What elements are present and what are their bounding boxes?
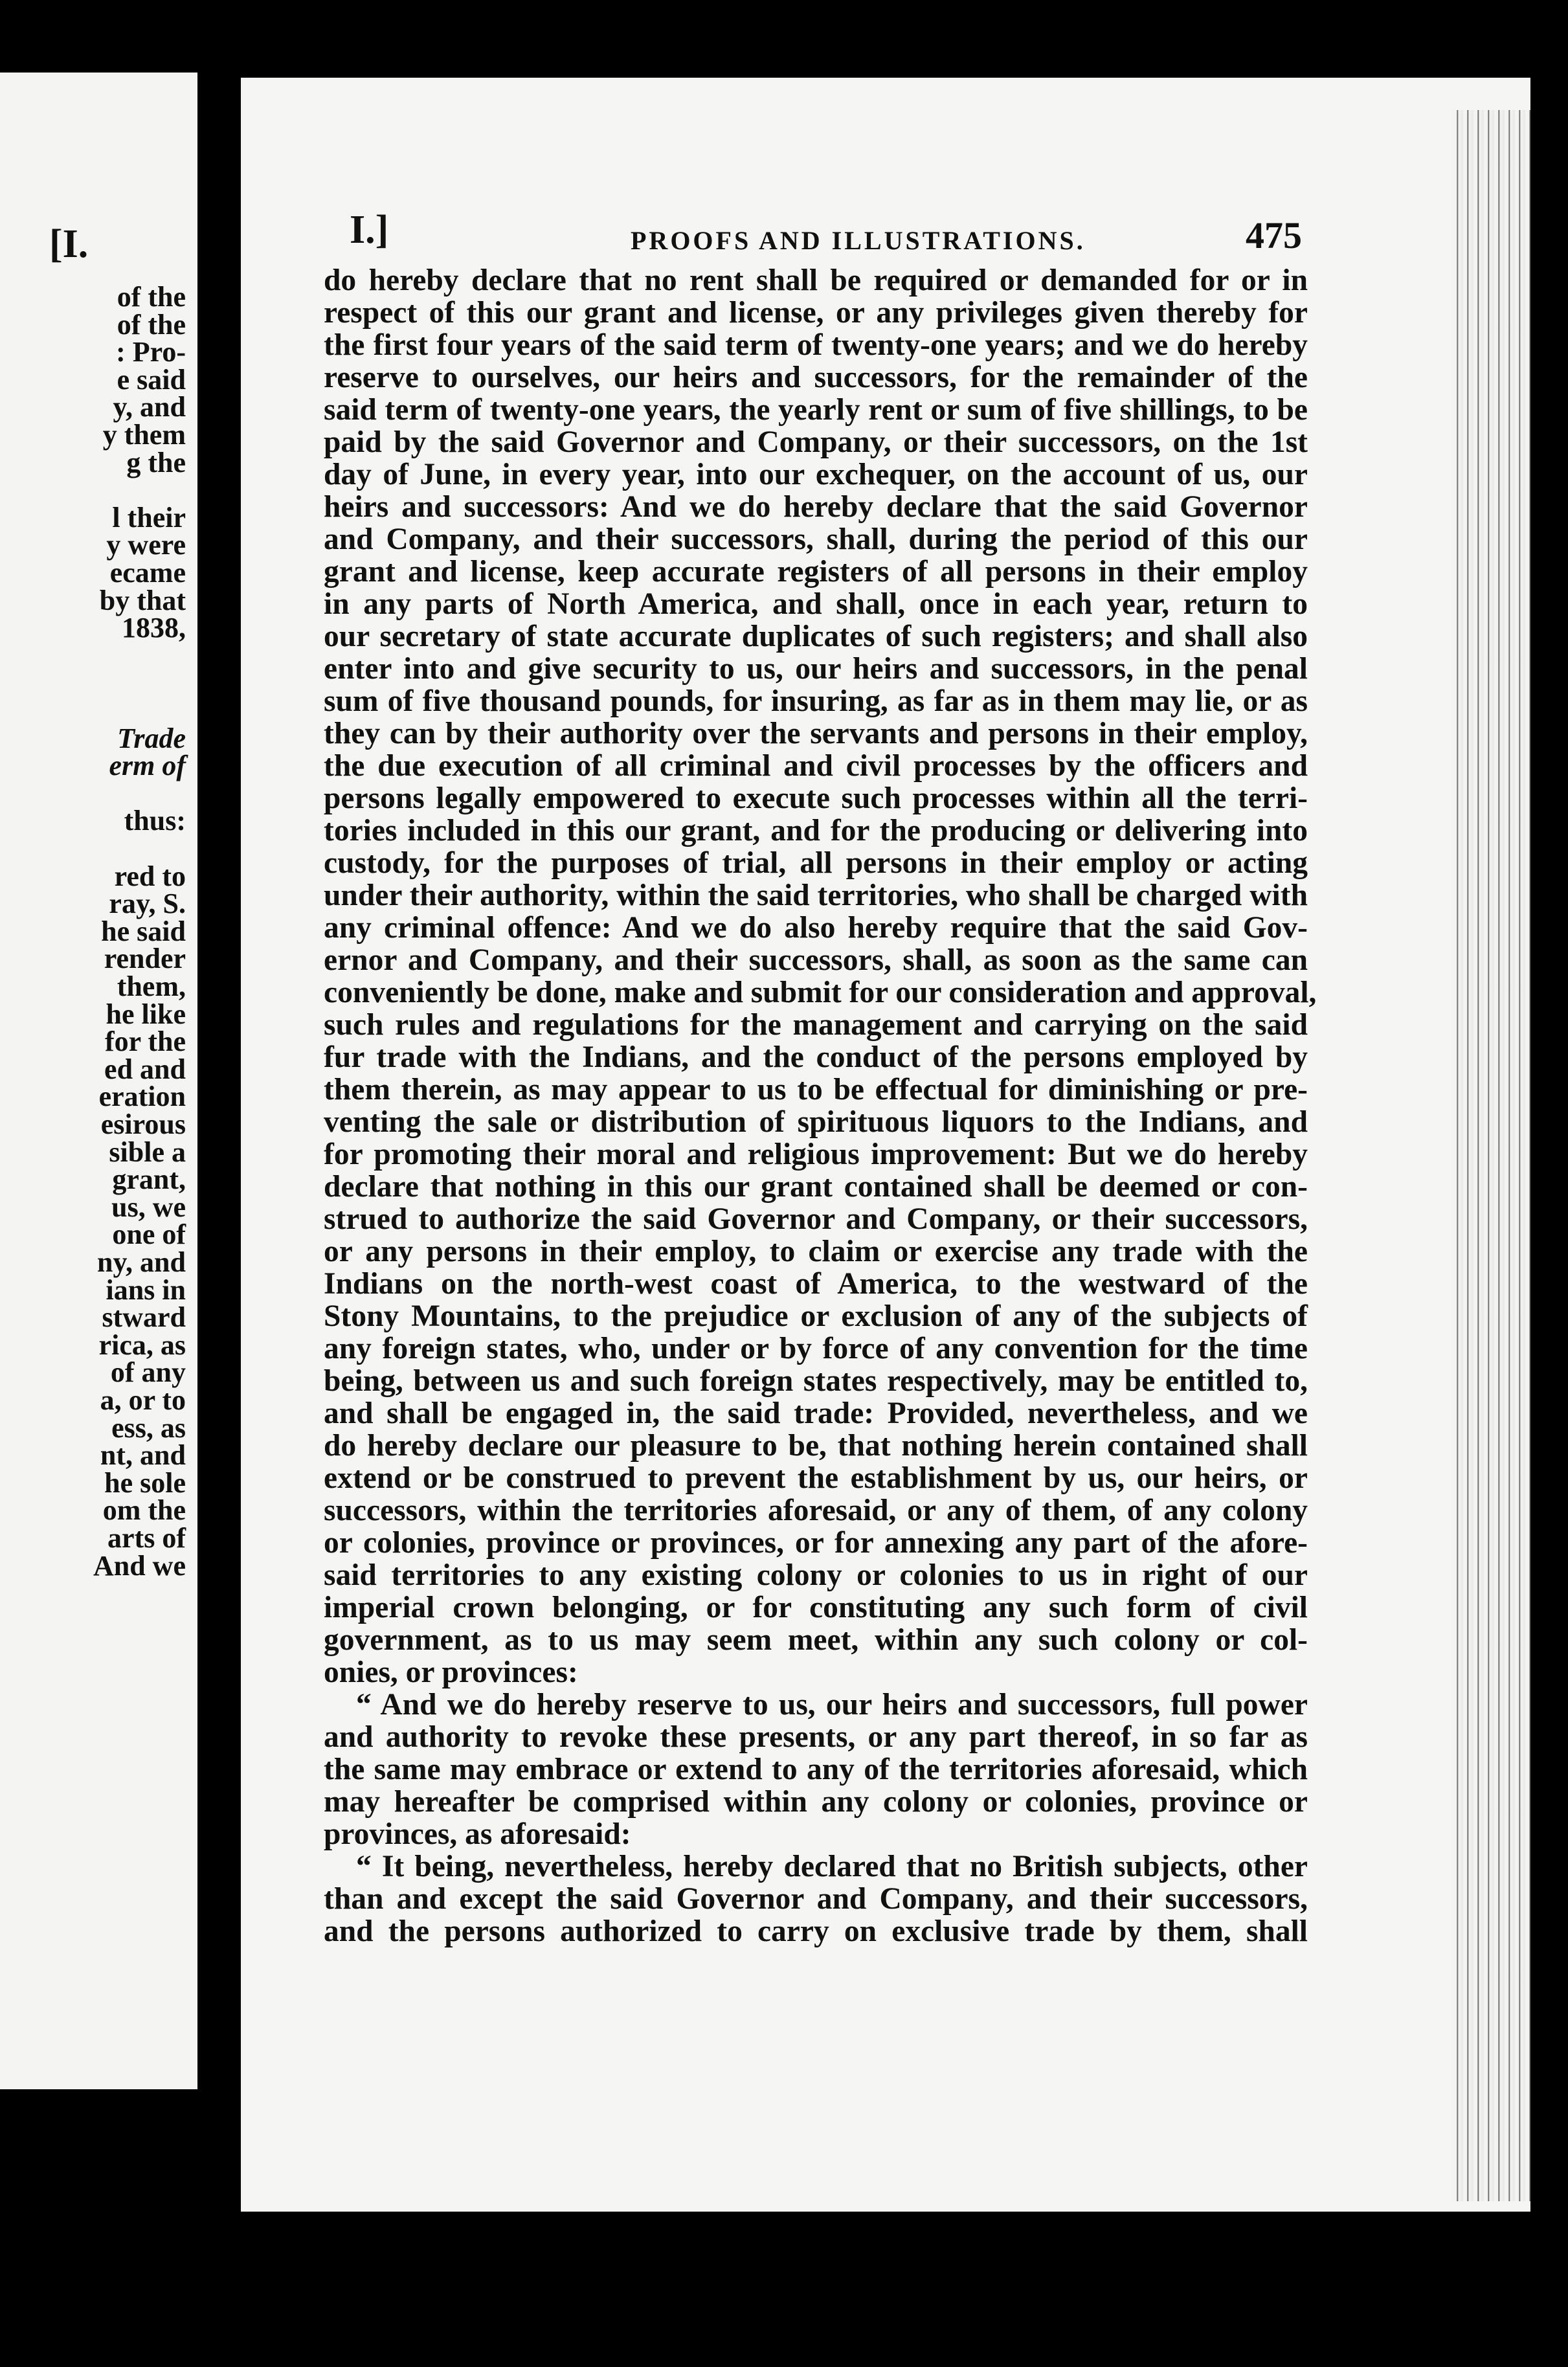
left-page-line: for the [104,1026,186,1058]
text-line: than and except the said Governor and Company, and their successors, [324,1882,1308,1916]
left-page-line: sible a [109,1136,186,1168]
text-line: ernor and Company, and their successors, shall, as soon as the same can [324,943,1308,977]
text-line: grant and license, keep accurate registers of all persons in their employ [324,555,1308,589]
left-page-line: grant, [112,1163,186,1196]
left-page-line: one of [112,1218,186,1251]
text-line: imperial crown belonging, or for constituting any such form of civil [324,1591,1308,1624]
text-line: or any persons in their employ, to claim or exercise any trade with the [324,1235,1308,1268]
left-page-line: he said [101,915,186,947]
left-page-line: them, [117,970,186,1002]
left-page-line: he like [106,998,186,1030]
left-page-line: And we [93,1549,186,1582]
text-line: for promoting their moral and religious improvement: But we do hereby [324,1138,1308,1171]
left-page-line: thus: [124,805,186,837]
text-line: such rules and regulations for the management and carrying on the said [324,1008,1308,1042]
text-line: do hereby declare our pleasure to be, that nothing herein contained shall [324,1429,1308,1463]
text-line: onies, or provinces: [324,1655,578,1689]
text-line: provinces, as aforesaid: [324,1817,631,1851]
left-page-line: ecame [109,557,186,589]
left-page-line: y were [106,529,186,561]
left-page-line: render [104,943,186,975]
text-line: day of June, in every year, into our exchequer, on the account of us, our [324,458,1308,491]
text-line: may hereafter be comprised within any colony or colonies, province or [324,1785,1308,1819]
left-page-line: stward [102,1301,186,1334]
text-line: conveniently be done, make and submit for our consideration and approval, [324,976,1317,1009]
text-line: heirs and successors: And we do hereby declare that the said Governor [324,490,1308,524]
text-line: tories included in this our grant, and for the producing or delivering into [324,814,1308,847]
left-page-line: ians in [106,1273,186,1306]
left-page-line: of the [117,308,186,341]
left-page-line: arts of [107,1522,186,1554]
text-line: enter into and give security to us, our heirs and successors, in the penal [324,652,1308,686]
left-page-line: y, and [113,391,186,423]
running-head: PROOFS AND ILLUSTRATIONS. [631,226,1086,255]
text-line: in any parts of North America, and shall, once in each year, return to [324,587,1308,621]
text-line: the same may embrace or extend to any of the territories aforesaid, which [324,1753,1308,1786]
left-page-line: om the [102,1494,186,1527]
left-page-line: us, we [111,1191,186,1223]
text-line: any foreign states, who, under or by force of any convention for the time [324,1332,1308,1365]
left-page-line: rica, as [98,1329,186,1361]
left-section-mark: [I. [49,222,89,266]
text-line: said territories to any existing colony or colonies to us in right of our [324,1558,1308,1592]
left-page-line: esirous [100,1108,186,1140]
text-line: or colonies, province or provinces, or for annexing any part of the afore- [324,1526,1308,1560]
left-page-line: Trade [117,722,186,754]
text-line: declare that nothing in this our grant contained shall be deemed or con- [324,1170,1308,1204]
text-line: and Company, and their successors, shall, during the period of this our [324,522,1308,556]
left-page-line: of any [110,1356,186,1389]
left-page-line: e said [117,363,186,396]
left-page-line: eration [98,1081,186,1113]
text-line: fur trade with the Indians, and the conduct of the persons employed by [324,1040,1308,1074]
text-line: sum of five thousand pounds, for insuring, as far as in them may lie, or as [324,684,1308,718]
left-page-line: of the [117,281,186,313]
text-line: venting the sale or distribution of spirituous liquors to the Indians, and [324,1105,1308,1139]
text-line: reserve to ourselves, our heirs and successors, for the remainder of the [324,361,1308,394]
text-line: do hereby declare that no rent shall be required or demanded for or in [324,264,1308,297]
left-page-line: ray, S. [109,888,186,920]
text-line: custody, for the purposes of trial, all persons in their employ or acting [324,846,1308,880]
text-line: any criminal offence: And we do also hereby require that the said Gov- [324,911,1308,945]
text-line: successors, within the territories aforesaid, or any of them, of any colony [324,1494,1308,1527]
page-number: 475 [1246,214,1302,256]
page-header [241,207,1323,272]
left-page-line: ess, as [111,1411,186,1444]
text-line: and shall be engaged in, the said trade: Provided, nevertheless, and we [324,1397,1308,1430]
text-line: “ It being, nevertheless, hereby declared that no British subjects, other [356,1850,1308,1883]
body-text [324,264,1317,1948]
text-line: and authority to revoke these presents, or any part thereof, in so far as [324,1720,1308,1754]
text-line: being, between us and such foreign states respectively, may be entitled to, [324,1364,1308,1398]
left-page-fragment [0,73,197,2089]
text-line: persons legally empowered to execute such processes within all the terri- [324,781,1308,815]
text-line: the due execution of all criminal and civil processes by the officers and [324,749,1308,783]
text-line: paid by the said Governor and Company, or their successors, on the 1st [324,425,1308,459]
left-page-line: ny, and [97,1246,186,1278]
text-line: respect of this our grant and license, or any privileges given thereby for [324,296,1308,330]
left-page-line: l their [112,501,186,533]
text-line: the first four years of the said term of twenty-one years; and we do hereby [324,328,1308,362]
text-line: said term of twenty-one years, the yearly rent or sum of five shillings, to be [324,393,1308,427]
text-line: Stony Mountains, to the prejudice or exclusion of any of the subjects of [324,1299,1308,1333]
left-page-line: g the [126,446,186,478]
left-page-line: ed and [104,1053,186,1085]
left-page-line: erm of [109,750,186,782]
right-page [241,78,1530,2212]
text-line: government, as to us may seem meet, within any such colony or col- [324,1623,1308,1657]
left-page-line: a, or to [100,1384,186,1416]
left-page-line: : Pro- [116,336,186,368]
section-mark: I.] [350,208,389,252]
text-line: “ And we do hereby reserve to us, our heirs and successors, full power [356,1688,1308,1722]
text-line: they can by their authority over the servants and persons in their employ, [324,717,1308,750]
page-edge-stack [1453,110,1530,2201]
left-page-line: by that [99,584,186,616]
text-line: and the persons authorized to carry on exclusive trade by them, shall [324,1914,1308,1948]
left-page-line: 1838, [122,612,186,644]
text-line: our secretary of state accurate duplicates of such registers; and shall also [324,620,1308,653]
text-line: Indians on the north-west coast of America, to the westward of the [324,1267,1308,1301]
left-page-line: nt, and [100,1439,186,1472]
text-line: strued to authorize the said Governor and Company, or their successors, [324,1202,1308,1236]
left-page-line: he sole [104,1466,186,1499]
left-page-line: red to [114,860,186,892]
text-line: extend or be construed to prevent the establishment by us, our heirs, or [324,1461,1308,1495]
left-page-line: y them [102,419,186,451]
text-line: under their authority, within the said territories, who shall be charged with [324,879,1308,912]
text-line: them therein, as may appear to us to be effectual for diminishing or pre- [324,1073,1308,1106]
